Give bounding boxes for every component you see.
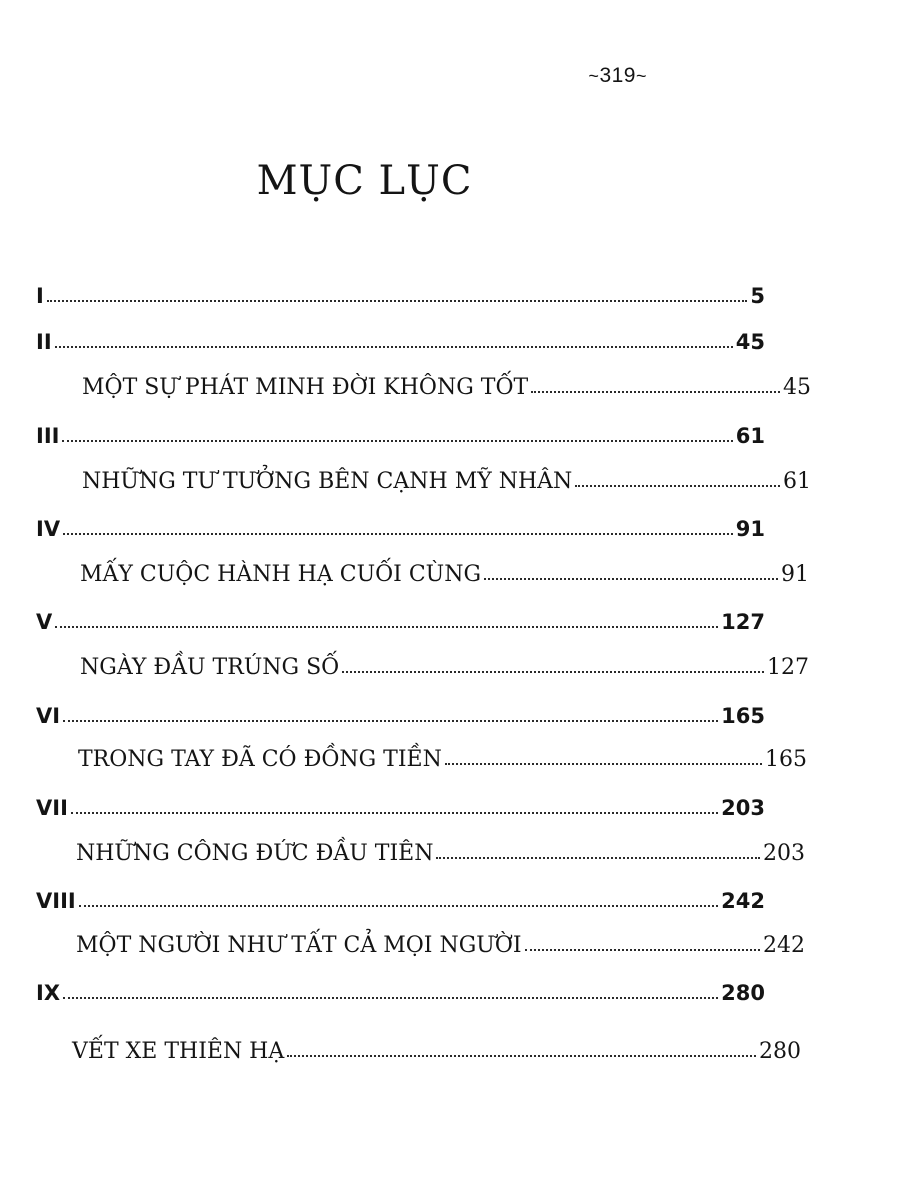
dot-leader: [55, 626, 718, 628]
dot-leader: [71, 812, 718, 814]
toc-chapter-row[interactable]: [0, 740, 900, 772]
part-page-number: 127: [721, 610, 765, 634]
chapter-title: MẤY CUỘC HÀNH HẠ CUỐI CÙNG: [80, 562, 482, 587]
part-numeral: VI: [36, 704, 61, 728]
toc-chapter-row[interactable]: [0, 926, 898, 958]
toc-part-row[interactable]: [0, 420, 858, 448]
toc-part-row[interactable]: [0, 280, 865, 308]
dot-leader: [62, 440, 732, 442]
dot-leader: [55, 346, 733, 348]
dot-leader: [63, 533, 733, 535]
toc-part-row[interactable]: [0, 792, 858, 820]
part-numeral: IX: [36, 981, 61, 1005]
toc-part-row[interactable]: [0, 885, 858, 913]
toc-chapter-row[interactable]: [0, 555, 902, 587]
chapter-title: NGÀY ĐẦU TRÚNG SỐ: [80, 655, 340, 680]
chapter-page-number: 203: [763, 841, 805, 866]
toc-part-row[interactable]: [0, 977, 858, 1005]
part-numeral: IV: [36, 517, 61, 541]
toc-part-row[interactable]: [0, 606, 858, 634]
toc-chapter-row[interactable]: [0, 834, 898, 866]
toc-chapter-row[interactable]: [0, 368, 904, 400]
toc-part-row[interactable]: [0, 513, 858, 541]
part-numeral: I: [36, 284, 44, 308]
dot-leader: [47, 300, 748, 302]
part-page-number: 203: [721, 796, 765, 820]
chapter-title: NHỮNG CÔNG ĐỨC ĐẦU TIÊN: [76, 841, 434, 866]
dot-leader: [79, 905, 718, 907]
chapter-title: MỘT NGƯỜI NHƯ TẤT CẢ MỌI NGƯỜI: [76, 933, 522, 958]
part-numeral: II: [36, 330, 52, 354]
chapter-page-number: 242: [763, 933, 805, 958]
part-numeral: VIII: [36, 889, 76, 913]
chapter-title: VẾT XE THIÊN HẠ: [72, 1039, 285, 1064]
toc-part-row[interactable]: [0, 700, 858, 728]
part-numeral: III: [36, 424, 60, 448]
part-page-number: 165: [721, 704, 765, 728]
chapter-title: MỘT SỰ PHÁT MINH ĐỜI KHÔNG TỐT: [82, 375, 529, 400]
chapter-page-number: 91: [781, 562, 809, 587]
dot-leader: [445, 763, 762, 765]
dot-leader: [575, 485, 780, 487]
dot-leader: [525, 949, 760, 951]
dot-leader: [436, 857, 760, 859]
dot-leader: [63, 997, 718, 999]
part-numeral: VII: [36, 796, 68, 820]
page-number-right-mark: ~: [635, 66, 647, 86]
chapter-page-number: 61: [783, 469, 811, 494]
part-page-number: 242: [721, 889, 765, 913]
toc-part-row[interactable]: [0, 326, 858, 354]
chapter-title: TRONG TAY ĐÃ CÓ ĐỒNG TIỀN: [78, 747, 442, 772]
page-number-left-mark: ~: [588, 66, 600, 86]
part-page-number: 61: [735, 424, 765, 448]
part-page-number: 45: [735, 330, 765, 354]
toc-chapter-row[interactable]: [0, 1032, 894, 1064]
chapter-page-number: 280: [759, 1039, 801, 1064]
dot-leader: [531, 391, 780, 393]
dot-leader: [342, 671, 764, 673]
chapter-page-number: 165: [765, 747, 807, 772]
dot-leader: [287, 1055, 756, 1057]
chapter-page-number: 45: [783, 375, 811, 400]
page-title: MỤC LỤC: [256, 158, 473, 204]
part-numeral: V: [36, 610, 53, 634]
toc-chapter-row[interactable]: [0, 648, 902, 680]
toc-chapter-row[interactable]: [0, 462, 904, 494]
part-page-number: 280: [721, 981, 765, 1005]
dot-leader: [63, 720, 718, 722]
part-page-number: 91: [735, 517, 765, 541]
part-page-number: 5: [750, 284, 765, 308]
chapter-page-number: 127: [767, 655, 809, 680]
page-number-value: 319: [599, 64, 636, 87]
dot-leader: [484, 578, 778, 580]
chapter-title: NHỮNG TƯ TƯỞNG BÊN CẠNH MỸ NHÂN: [82, 469, 573, 494]
